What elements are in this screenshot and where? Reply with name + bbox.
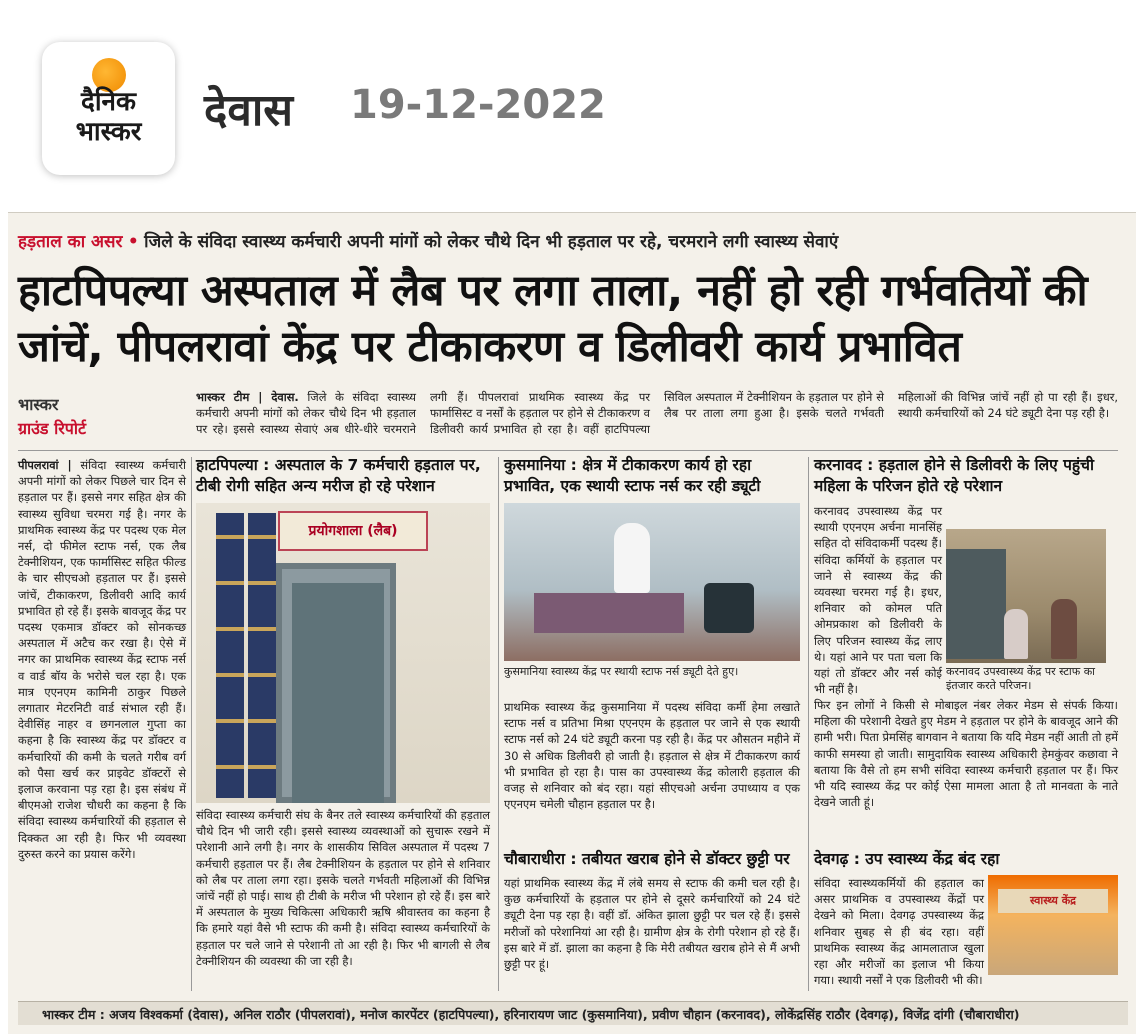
ground-report-label	[18, 393, 188, 439]
s5-headline: देवगढ़ : उप स्वास्थ्य केंद्र बंद रहा	[814, 850, 1000, 868]
lab-sign-text: प्रयोगशाला (लैब)	[308, 523, 398, 539]
s3-headline: चौबाराधीरा : तबीयत खराब होने से डॉक्टर छुट्टी पर	[504, 850, 790, 868]
s2-headline: कुसमानिया : क्षेत्र में टीकाकरण कार्य हो रहा प्रभावित, एक स्थायी स्टाफ नर्स कर रही ड्यूटी	[504, 456, 761, 495]
lab-sign	[278, 511, 428, 551]
dainik-bhaskar-logo[interactable]	[42, 42, 175, 175]
nurse-figure	[614, 523, 650, 593]
edition-city: देवास	[204, 85, 293, 136]
report-label-line-2: ग्राउंड रिपोर्ट	[18, 419, 87, 438]
curtain-right	[248, 513, 276, 798]
intro-text: जिले के संविदा स्वास्थ्य कर्मचारी अपनी मांगों को लेकर चौथे दिन भी हड़ताल पर रहे। इससे स्वास्थ्य सेवाएं अब धीरे-धीरे चरमराने लगी हैं। पीपलरावां प्राथमिक स्वास्थ्य केंद्र पर फार्मासिस्ट व नर्सों के हड़ताल पर होने से टीकाकरण व डिलीवरी कार्य प्रभावित हो रहा है। वहीं हाटपिपल्या सिविल अस्पताल में टेक्नीशियन के हड़ताल पर होने से लैब पर ताला लगा हुआ है। इसके चलते गर्भवती महिलाओं की विभिन्न जांचें नहीं हो पा रही हैं। इधर, स्थायी कर्मचारियों को 24 घंटे ड्यूटी देना पड़ रही है।	[196, 390, 1118, 437]
s2-text: प्राथमिक स्वास्थ्य केंद्र कुसमानिया में पदस्थ संविदा कर्मी हेमा लखाते स्टाफ नर्स व प्रतिभा मिश्रा एएनएम के हड़ताल पर जाने से एक स्थायी स्टाफ नर्स को 24 घंटे ड्यूटी करना पड़ रही है। केंद्र पर औसतन महीने में 30 से अधिक डिलीवरी हो जाती है। हड़ताल से क्षेत्र में टीकाकरण कार्य भी प्रभावित हो रहा है। पास का उपस्वास्थ्य केंद्र कोलारी हड़ताल की वजह से शनिवार को बंद रहा। यहां सीएचओ अर्चना उपाध्याय व एक एएनएम चमेली चौहान हड़ताल पर है।	[504, 700, 800, 812]
s4-text-b: फिर इन लोगों ने किसी से मोबाइल नंबर लेकर मेडम से संपर्क किया। महिला की परेशानी देखते हुए मेडम ने हड़ताल पर होने के बावजूद आने की हामी भरी। पिता प्रेमसिंह बागवान ने बताया कि यदि मेडम नहीं आती तो हमें काफी समस्या हो जाती। सामुदायिक स्वास्थ्य अधिकारी हेमकुंवर कछावा ने बताया कि वैसे तो हम सभी संविदा स्वास्थ्य कर्मचारी हड़ताल पर हैं। फिर भी यदि स्वास्थ्य केंद्र पर कोई ऐसा मामला आता है तो मानवता के नाते देखने जाती हूं।	[814, 698, 1118, 810]
door	[946, 549, 1006, 659]
main-headline: हाटपिपल्या अस्पताल में लैब पर लगा ताला, नहीं हो रही गर्भवतियों की जांचें, पीपलरावां केंद्र पर टीकाकरण व डिलीवरी कार्य प्रभावित	[18, 266, 1088, 372]
intro-byline: भास्कर टीम | देवास.	[196, 390, 299, 404]
column-rule	[191, 457, 192, 991]
col1-place: पीपलरावां |	[18, 458, 72, 472]
curtain-left	[216, 513, 244, 798]
door-panel	[292, 583, 384, 803]
credits-bar	[18, 1001, 1128, 1025]
kicker-label: हड़ताल का असर	[18, 232, 123, 252]
s4-caption: करनावद उपस्वास्थ्य केंद्र पर स्टाफ का इंतजार करते परिजन।	[946, 665, 1096, 692]
building-sign-text: स्वास्थ्य केंद्र	[1029, 894, 1077, 907]
edition-date: 19-12-2022	[350, 82, 606, 128]
logo-line-2: भास्कर	[75, 117, 142, 147]
app-header	[0, 0, 1141, 200]
nurse-photo	[504, 503, 800, 661]
col1-text: संविदा स्वास्थ्य कर्मचारी अपनी मांगों को लेकर पिछले चार दिन से हड़ताल पर हैं। इससे नगर सहित क्षेत्र की स्वास्थ्य सुविधा चरमरा गई है। नगर के प्राथमिक स्वास्थ्य केंद्र पर पदस्थ एक मेल नर्स, दो फीमेल स्टाफ नर्स, एक लैब टेक्नीशियन, एक फार्मासिस्ट सहित फील्ड के चार सीएचओ हड़ताल पर हैं। इससे जांचें, टीकाकरण, डिलीवरी आदि कार्य प्रभावित हो रहे हैं। इसके बावजूद केंद्र पर पदस्थ एकमात्र डॉक्टर को सोनकच्छ अस्पताल में अटैच कर रखा है। ऐसे में नगर का प्राथमिक स्वास्थ्य केंद्र स्टाफ नर्स व वार्ड बॉय के भरोसे चल रहा है। एक मात्र एएनएम कामिनी ठाकुर पिछले लगातार मेटरनिटी वार्ड संभाल रही हैं। देवीसिंह नाहर व छगनलाल गुप्ता का कहना है कि स्वास्थ्य केंद्र पर डॉक्टर व कर्मचारियों की कमी के चलते गरीब वर्ग को पैसा खर्च कर प्राइवेट डॉक्टरों से इलाज करवाना पड़ रहा है। इस संबंध में बीएमओ राजेश चौधरी का कहना है कि संविदा स्वास्थ्य कर्मचारियों की हड़ताल से दिक्कत आ रही है। फिर भी व्यवस्था दुरुस्त करने का प्रयास करेंगे।	[18, 458, 186, 861]
person-1	[1004, 609, 1028, 659]
logo-line-1: दैनिक	[81, 87, 136, 117]
s4-headline: करनावद : हड़ताल होने से डिलीवरी के लिए पहुंची महिला के परिजन होते रहे परेशान	[814, 456, 1094, 495]
s1-text: संविदा स्वास्थ्य कर्मचारी संघ के बैनर तले स्वास्थ्य कर्मचारियों की हड़ताल चौथे दिन भी जारी रही। इससे स्वास्थ्य व्यवस्थाओं को सुचारू रखने में परेशानी आने लगी है। नगर के शासकीय सिविल अस्पताल में पदस्थ 7 कर्मचारी हड़ताल पर हैं। लैब टेक्नीशियन के हड़ताल पर होने से शनिवार को लैब पर ताला लगा रहा। इसके चलते गर्भवती महिलाओं की विभिन्न जांचें नहीं हो पाई। साथ ही टीबी के मरीज भी परेशान हो रहे हैं। इस बारे में अस्पताल के मुख्य चिकित्सा अधिकारी ऋषि श्रीवास्तव का कहना है कि हमारे यहां वैसे भी स्टाफ की कमी है। संविदा स्वास्थ्य कर्मचारियों के हड़ताल पर चले जाने से परेशानी तो आ रही है। फिर भी बागली से लैब टेक्नीशियन की व्यवस्था की जा रही है।	[196, 808, 490, 968]
chair	[704, 583, 754, 633]
credits-text: भास्कर टीम : अजय विश्वकर्मा (देवास), अनिल राठौर (पीपलरावां), मनोज कारपेंटर (हाटपिपल्या), हरिनारायण जाट (कुसमानिया), प्रवीण चौहान (करनावद), लोकेंद्रसिंह राठौर (देवगढ़), विजेंद्र दांगी (चौबाराधीरा)	[42, 1007, 1020, 1022]
divider-rule	[18, 450, 1118, 451]
intro-paragraph	[196, 389, 1118, 447]
col-piplarawan-text	[18, 457, 186, 989]
newspaper-page	[8, 212, 1136, 1034]
kicker-bullet: •	[127, 232, 139, 252]
s2-caption: कुसमानिया स्वास्थ्य केंद्र पर स्थायी स्टाफ नर्स ड्यूटी देते हुए।	[504, 665, 739, 678]
desk	[534, 593, 684, 633]
report-label-line-1: भास्कर	[18, 395, 59, 414]
kicker-line	[18, 229, 1128, 252]
person-2	[1051, 599, 1077, 659]
lab-photo	[196, 503, 490, 803]
s3-text: यहां प्राथमिक स्वास्थ्य केंद्र में लंबे समय से स्टाफ की कमी चल रही है। कुछ कर्मचारियों के हड़ताल पर होने से दूसरे कर्मचारियों को 24 घंटे ड्यूटी देना पड़ रहा है। वहीं डॉ. अंकित झाला छुट्टी पर चल रहे हैं। इससे मरीजों को परेशानियां आ रही है। ग्रामीण क्षेत्र के रोगी परेशान हो रहे हैं। इस बारे में डॉ. झाला का कहना है कि मेरी तबीयत खराब होने से मैं अभी छुट्टी पर हूं।	[504, 876, 800, 972]
column-rule	[808, 457, 809, 991]
karnavad-photo	[946, 529, 1106, 663]
s4-text-a: करनावद उपस्वास्थ्य केंद्र पर स्थायी एएनएम अर्चना मानसिंह सहित दो संविदाकर्मी पदस्थ हैं। संविदा कर्मियों के हड़ताल पर जाने से स्वास्थ्य केंद्र की व्यवस्था चरमरा गई है। इधर, शनिवार को कोमल पति ओमप्रकाश को डिलीवरी के लिए परिजन स्वास्थ्य केंद्र लाए थे। यहां आने पर पता चला कि यहां तो डॉक्टर और नर्स कोई भी नहीं है।	[814, 504, 942, 697]
s1-headline: हाटपिपल्या : अस्पताल के 7 कर्मचारी हड़ताल पर, टीबी रोगी सहित अन्य मरीज हो रहे परेशान	[196, 456, 481, 495]
dewgarh-photo	[988, 875, 1118, 975]
building-sign	[998, 889, 1108, 913]
kicker-text: जिले के संविदा स्वास्थ्य कर्मचारी अपनी मांगों को लेकर चौथे दिन भी हड़ताल पर रहे, चरमराने लगी स्वास्थ्य सेवाएं	[144, 232, 839, 252]
column-rule	[498, 457, 499, 991]
s5-text: संविदा स्वास्थ्यकर्मियों की हड़ताल का असर प्राथमिक व उपस्वास्थ्य केंद्रों पर देखने को मिला। देवगढ़ उपस्वास्थ्य केंद्र शनिवार सुबह से ही बंद रहा। वहीं प्राथमिक स्वास्थ्य केंद्र आमलाताज खुला रहा और मरीजों का इलाज भी किया गया। स्थायी नर्सों ने एक डिलीवरी भी की।	[814, 876, 984, 988]
